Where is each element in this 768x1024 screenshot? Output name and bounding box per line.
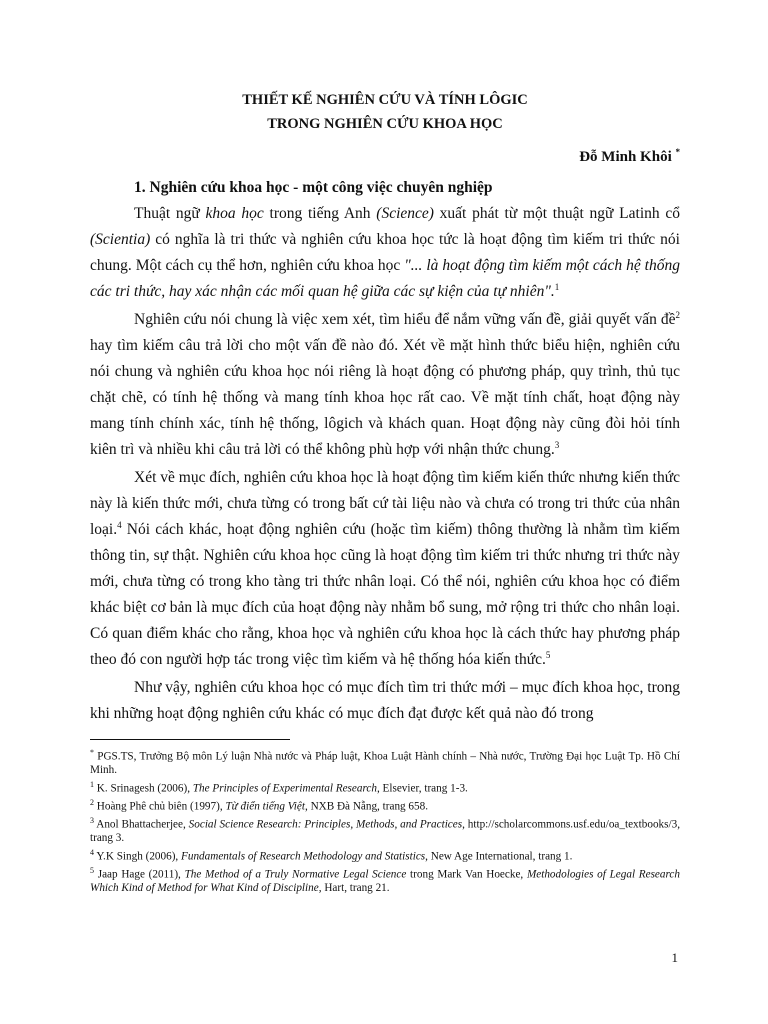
footnote-ref: 5: [545, 649, 551, 660]
title-line-1: THIẾT KẾ NGHIÊN CỨU VÀ TÍNH LÔGIC: [242, 92, 528, 108]
page-number: 1: [671, 950, 678, 965]
document-page: [90, 88, 680, 896]
paragraph-2: Nghiên cứu nói chung là việc xem xét, tìm hiểu để nắm vững vấn đề, giải quyết vấn đề$^2$ hay tìm kiếm câu trả lời cho một vấn đề nào đó. Xét về mặt hình thức biểu hiện, nghiên cứu nói chung và nghiên cứu khoa học nói riêng là hoạt động có phương pháp, quy trình, thủ tục chặt chẽ, có tính hệ thống và mang tính khoa học rất cao. Về mặt tính chất, hoạt động này mang tính chính xác, tính hệ thống, lôgich và khách quan. Hoạt động này cũng đòi hỏi tính kiên trì và nhiều khi câu trả lời có thể không phù hợp với nhận thức chung.$^3$: [90, 309, 680, 458]
footnote-3: $^3$ Anol Bhattacherjee, Social Science Research: Principles, Methods, and Practices, http://scholarcommons.usf.edu/oa_textbooks/3, trang 3.: [90, 816, 680, 845]
section-heading: 1. Nghiên cứu khoa học - một công việc chuyên nghiệp: [134, 179, 493, 196]
footnote-divider: [90, 739, 290, 740]
footnote-ref: 3: [554, 439, 560, 450]
paragraph-1: Thuật ngữ khoa học trong tiếng Anh (Science) xuất phát từ một thuật ngữ Latinh cổ (Scientia) có nghĩa là tri thức và nghiên cứu khoa học tức là hoạt động tìm kiếm tri thức nói chung. Một cách cụ thể hơn, nghiên cứu khoa học "... là hoạt động tìm kiếm một cách hệ thống các tri thức, hay xác nhận các mối quan hệ giữa các sự kiện của tự nhiên".$^1$: [90, 205, 680, 300]
footnote-1: $^1$ K. Srinagesh (2006), The Principles of Experimental Research, Elsevier, trang 1-3.: [90, 779, 468, 795]
footnote-4: $^4$ Y.K Singh (2006), Fundamentals of Research Methodology and Statistics, New Age International, trang 1.: [90, 847, 573, 863]
author: [90, 140, 680, 169]
footnote-0: * PGS.TS, Trưởng Bộ môn Lý luận Nhà nước và Pháp luật, Khoa Luật Hành chính – Nhà nước, Trường Đại học Luật Tp. Hồ Chí Minh.: [90, 748, 680, 777]
paragraph-4: Như vậy, nghiên cứu khoa học có mục đích tìm tri thức mới – mục đích khoa học, trong khi những hoạt động nghiên cứu khác có mục đích đạt được kết quả nào đó trong: [90, 679, 680, 722]
paragraph-3: Xét về mục đích, nghiên cứu khoa học là hoạt động tìm kiếm kiến thức nhưng kiến thức này là kiến thức mới, chưa từng có trong bất cứ tài liệu nào và chưa có trong tri thức của nhân loại.$^4$ Nói cách khác, hoạt động nghiên cứu (hoặc tìm kiếm) thông thường là nhằm tìm kiếm thông tin, sự thật. Nghiên cứu khoa học cũng là hoạt động tìm kiếm tri thức nhưng tri thức này mới, chưa từng có trong kho tàng tri thức nhân loại. Có thể nói, nghiên cứu khoa học có điểm khác biệt cơ bản là mục đích của hoạt động này nhằm bổ sung, mở rộng tri thức cho nhân loại. Có quan điểm khác cho rằng, khoa học và nghiên cứu khoa học là cách thức hay phương pháp theo đó con người hợp tác trong việc tìm kiếm và hệ thống hóa kiến thức.$^5$: [90, 469, 680, 668]
footnote-ref: 1: [554, 281, 560, 292]
title-line-2: TRONG NGHIÊN CỨU KHOA HỌC: [267, 116, 503, 132]
footnote-ref: 2: [675, 309, 680, 320]
footnote-5: $^5$ Jaap Hage (2011), The Method of a Truly Normative Legal Science trong Mark Van Hoecke, Methodologies of Legal Research Which Kind of Method for What Kind of Discipline, Hart, trang 21.: [90, 866, 680, 895]
footnote-ref: 4: [117, 519, 122, 530]
footnote-2: $^2$ Hoàng Phê chủ biên (1997), Từ điển tiếng Việt, NXB Đà Nẵng, trang 658.: [90, 797, 429, 813]
author-name: Đỗ Minh Khôi: [579, 149, 672, 165]
author-mark: *: [675, 147, 680, 157]
